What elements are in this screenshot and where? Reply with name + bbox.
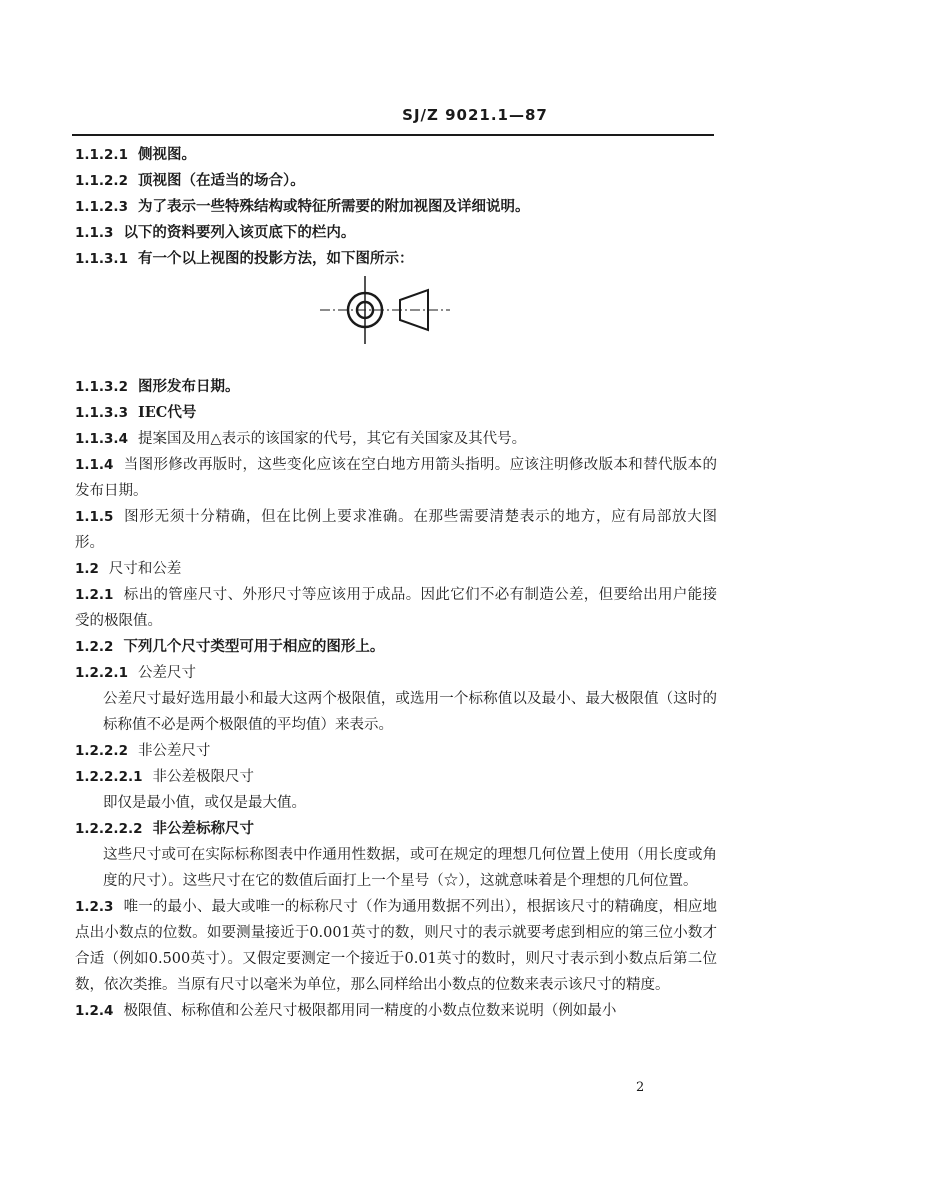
clause-1-1-4 <box>75 452 717 504</box>
clause-number: 1.1.5 <box>75 509 114 525</box>
clause-1-1-3-3 <box>75 400 717 426</box>
clause-1-1-3-2 <box>75 374 717 400</box>
clause-text: 当图形修改再版时，这些变化应该在空白地方用箭头指明。应该注明修改版本和替代版本的发布日期。 <box>75 457 717 499</box>
clause-text: 图形发布日期。 <box>137 378 240 395</box>
clause-number: 1.2.2.2.2 <box>75 821 143 837</box>
clause-number: 1.2.2.2 <box>75 743 128 759</box>
clause-1-2-2-1-body <box>75 686 717 738</box>
clause-number: 1.1.3.1 <box>75 251 128 267</box>
clause-text: 下列几个尺寸类型可用于相应的图形上。 <box>123 638 385 655</box>
clause-number: 1.2.1 <box>75 587 114 603</box>
clause-number: 1.1.3.4 <box>75 431 128 447</box>
clause-number: 1.1.2.3 <box>75 199 128 215</box>
clause-1-2-4 <box>75 998 717 1024</box>
clause-text: 顶视图（在适当的场合）。 <box>137 172 305 189</box>
clause-text: 非公差尺寸 <box>137 743 211 759</box>
clause-1-2-1 <box>75 582 717 634</box>
clause-text: IEC代号 <box>137 404 197 421</box>
document-code-header: SJ/Z 9021.1—87 <box>402 106 548 124</box>
clause-text: 尺寸和公差 <box>108 561 182 577</box>
header-rule <box>72 134 714 136</box>
clause-text: 图形无须十分精确，但在比例上要求准确。在那些需要清楚表示的地方，应有局部放大图形。 <box>75 509 717 551</box>
clause-1-1-5 <box>75 504 717 556</box>
clause-number: 1.1.4 <box>75 457 114 473</box>
clause-1-2-2-1 <box>75 660 717 686</box>
clause-text: 公差尺寸 <box>137 665 196 681</box>
projection-figure <box>75 276 717 368</box>
clause-1-1-2-2 <box>75 168 717 194</box>
clause-number: 1.1.3.2 <box>75 379 128 395</box>
clause-text: 为了表示一些特殊结构或特征所需要的附加视图及详细说明。 <box>137 198 530 215</box>
clause-1-2-3 <box>75 894 717 998</box>
clause-1-1-3-4 <box>75 426 717 452</box>
clause-1-2-2-2 <box>75 738 717 764</box>
clause-text: 公差尺寸最好选用最小和最大这两个极限值，或选用一个标称值以及最小、最大极限值（这时的标称值不必是两个极限值的平均值）来表示。 <box>103 691 717 733</box>
clause-number: 1.1.3 <box>75 225 114 241</box>
clause-number: 1.1.2.2 <box>75 173 128 189</box>
clause-text: 标出的管座尺寸、外形尺寸等应该用于成品。因此它们不必有制造公差，但要给出用户能接受的极限值。 <box>75 587 717 629</box>
clause-number: 1.2.4 <box>75 1003 114 1019</box>
document-body <box>75 142 717 1024</box>
page-number: 2 <box>636 1080 645 1095</box>
clause-1-2-2 <box>75 634 717 660</box>
clause-number: 1.2.2 <box>75 639 114 655</box>
clause-text: 非公差极限尺寸 <box>152 769 254 785</box>
clause-1-1-3-1 <box>75 246 717 272</box>
clause-1-2 <box>75 556 717 582</box>
clause-number: 1.2.2.1 <box>75 665 128 681</box>
clause-text: 提案国及用△表示的该国家的代号，其它有关国家及其代号。 <box>137 431 527 447</box>
clause-text: 以下的资料要列入该页底下的栏内。 <box>123 224 356 241</box>
first-angle-projection-symbol-icon <box>320 276 450 356</box>
clause-text: 非公差标称尺寸 <box>152 820 254 837</box>
clause-1-1-2-3 <box>75 194 717 220</box>
clause-1-2-2-2-2 <box>75 816 717 842</box>
clause-text: 极限值、标称值和公差尺寸极限都用同一精度的小数点位数来说明（例如最小 <box>123 1003 617 1019</box>
clause-number: 1.2.3 <box>75 899 114 915</box>
clause-text: 唯一的最小、最大或唯一的标称尺寸（作为通用数据不列出），根据该尺寸的精确度，相应地点出小数点的位数。如要测量接近于0.001英寸的数，则尺寸的表示就要考虑到相应的第三位小数才合适（例如0.500英寸）。又假定要测定一个接近于0.01英寸的数时，则尺寸表示到小数点后第二位数，依次类推。当原有尺寸以毫米为单位，那么同样给出小数点的位数来表示该尺寸的精度。 <box>75 899 717 993</box>
clause-number: 1.1.3.3 <box>75 405 128 421</box>
clause-number: 1.2 <box>75 561 99 577</box>
clause-text: 有一个以上视图的投影方法，如下图所示： <box>137 250 414 267</box>
clause-1-2-2-2-2-body <box>75 842 717 894</box>
clause-1-2-2-2-1-body <box>75 790 717 816</box>
clause-text: 即仅是最小值，或仅是最大值。 <box>103 795 306 811</box>
clause-text: 侧视图。 <box>137 146 196 163</box>
clause-1-2-2-2-1 <box>75 764 717 790</box>
clause-1-1-3 <box>75 220 717 246</box>
clause-number: 1.2.2.2.1 <box>75 769 143 785</box>
clause-text: 这些尺寸或可在实际标称图表中作通用性数据，或可在规定的理想几何位置上使用（用长度或角度的尺寸）。这些尺寸在它的数值后面打上一个星号（☆），这就意味着是个理想的几何位置。 <box>103 847 717 889</box>
clause-number: 1.1.2.1 <box>75 147 128 163</box>
clause-1-1-2-1 <box>75 142 717 168</box>
